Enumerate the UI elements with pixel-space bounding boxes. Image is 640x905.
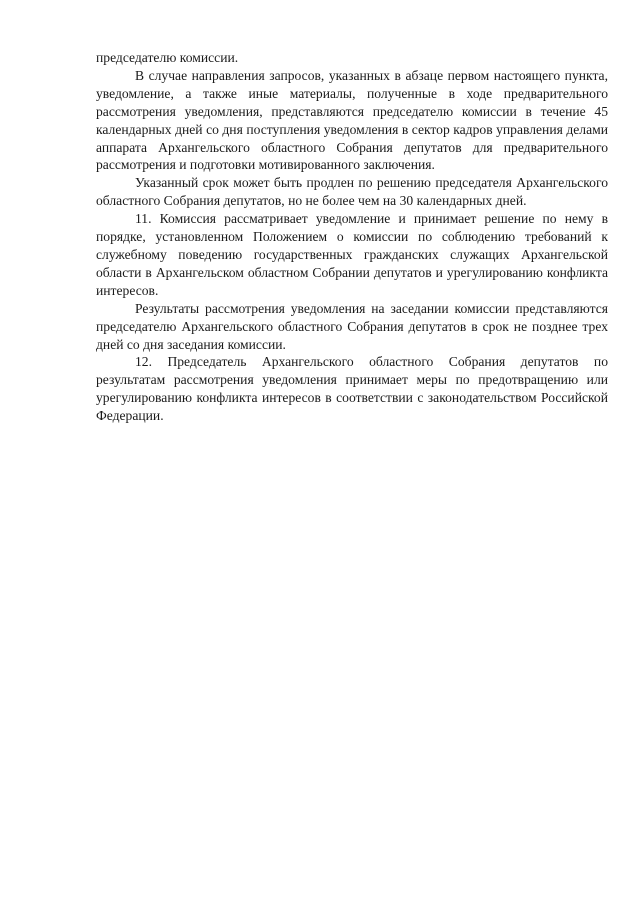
paragraph-results: Результаты рассмотрения уведомления на заседании комиссии представляются председателю Архангельского областного Собрания депутатов в срок не позднее трех дней со дня заседания комиссии. bbox=[96, 300, 608, 352]
paragraph-term-extension: Указанный срок может быть продлен по решению председателя Архангельского областного Собрания депутатов, но не более чем на 30 календарных дней. bbox=[96, 175, 608, 209]
paragraph-item-12: 12. Председатель Архангельского областного Собрания депутатов по результатам рассмотрения уведомления принимает меры по предотвращению или урегулированию конфликта интересов в соответствии с законодательством Российской Федерации. bbox=[96, 354, 608, 424]
document-body bbox=[96, 49, 608, 425]
paragraph-item-11: 11. Комиссия рассматривает уведомление и принимает решение по нему в порядке, установленном Положением о комиссии по соблюдению требований к служебному поведению государственных гражданских служащих Архангельской области в Архангельском областном Собрании депутатов и урегулированию конфликта интересов. bbox=[96, 211, 608, 298]
paragraph-continuation: председателю комиссии. bbox=[96, 50, 239, 65]
paragraph-requests: В случае направления запросов, указанных в абзаце первом настоящего пункта, уведомление, а также иные материалы, полученные в ходе предварительного рассмотрения уведомления, представляются председателю комиссии в течение 45 календарных дней со дня поступления уведомления в сектор кадров управления делами аппарата Архангельского областного Собрания депутатов для предварительного рассмотрения и подготовки мотивированного заключения. bbox=[96, 67, 608, 173]
